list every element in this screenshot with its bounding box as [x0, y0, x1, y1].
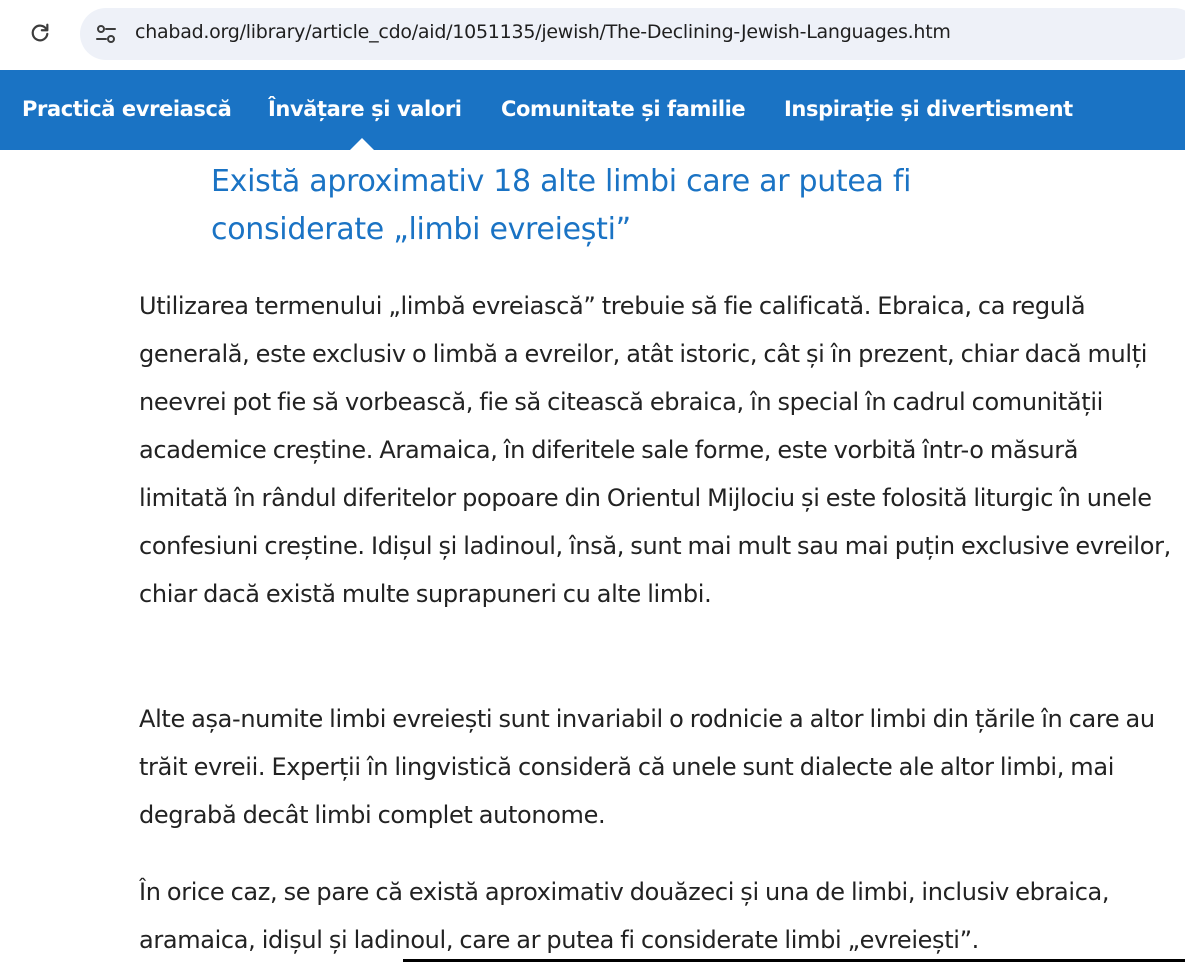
reload-icon[interactable] — [24, 17, 56, 49]
tune-icon[interactable] — [92, 20, 120, 48]
address-bar[interactable] — [80, 8, 1185, 60]
nav-item-practica-evreiasca[interactable]: Practică evreiască — [22, 97, 232, 121]
nav-item-inspiratie-si-divertisment[interactable]: Inspirație și divertisment — [784, 97, 1073, 121]
nav-item-comunitate-si-familie[interactable]: Comunitate și familie — [501, 97, 746, 121]
browser-toolbar — [0, 0, 1185, 70]
url-text[interactable]: chabad.org/library/article_cdo/aid/1051135/jewish/The-Declining-Jewish-Languages.htm — [135, 21, 951, 43]
article-body — [0, 150, 1185, 962]
main-nav — [0, 70, 1185, 150]
article-subheading: Există aproximativ 18 alte limbi care ar putea fi considerate „limbi evreiești” — [211, 164, 912, 247]
article-paragraph-2: Alte așa-numite limbi evreiești sunt invariabil o rodnicie a altor limbi din țările în care au trăit evreii. Experții în lingvistică consideră că unele sunt dialecte ale altor limbi, mai degrabă decât limbi complet autonome. — [139, 705, 1155, 829]
article-paragraph-1: Utilizarea termenului „limbă evreiască” trebuie să fie calificată. Ebraica, ca regulă generală, este exclusiv o limbă a evreilor, atât istoric, cât și în prezent, chiar dacă mulți neevrei pot fie să vorbească, fie să citească ebraica, în special în cadrul comunității academice creștine. Aramaica, în diferitele sale forme, este vorbită într-o măsură limitată în rândul diferitelor popoare din Orientul Mijlociu și este folosită liturgic în unele confesiuni creștine. Idișul și ladinoul, însă, sunt mai mult sau mai puțin exclusive evreilor, chiar dacă există multe suprapuneri cu alte limbi. — [139, 292, 1171, 608]
nav-item-invatare-si-valori[interactable]: Învățare și valori — [268, 97, 462, 121]
active-nav-indicator — [350, 138, 374, 150]
article-paragraph-3: În orice caz, se pare că există aproximativ douăzeci și una de limbi, inclusiv ebraica, aramaica, idișul și ladinoul, care ar putea fi considerate limbi „evreiești”. — [139, 878, 1110, 954]
